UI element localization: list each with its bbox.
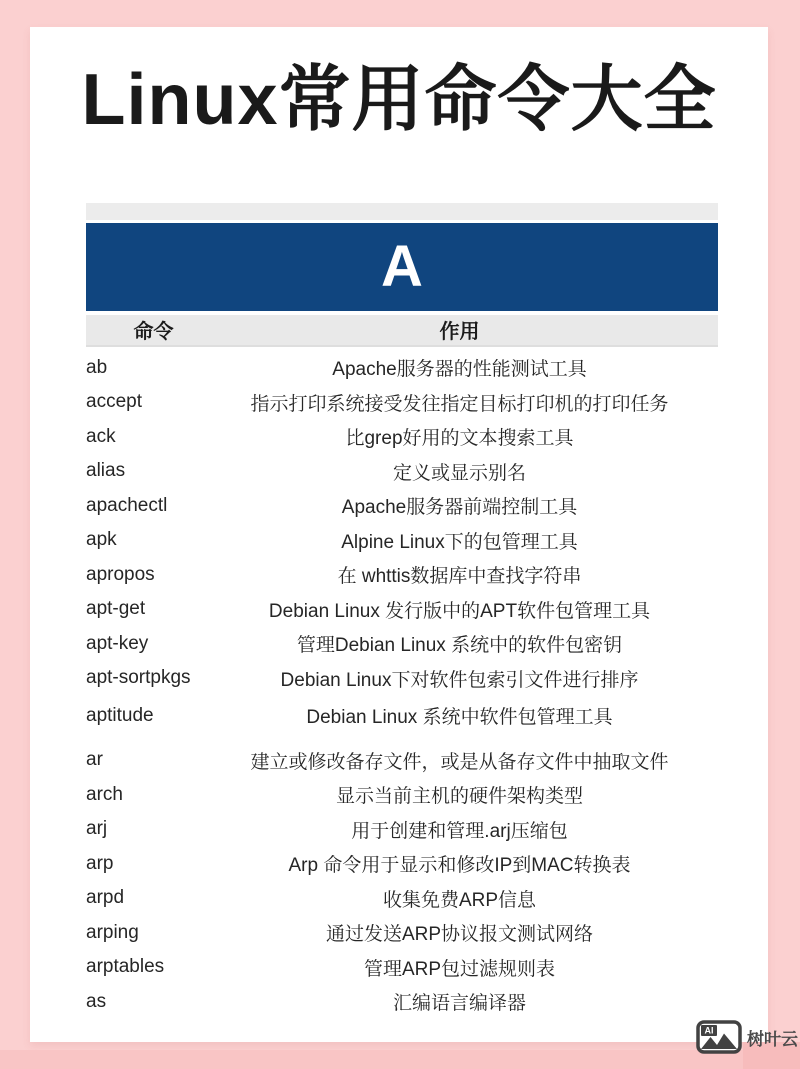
description-cell: Alpine Linux下的包管理工具 (341, 531, 578, 553)
table-body (86, 351, 718, 1020)
description-cell: 用于创建和管理.arj压缩包 (351, 820, 568, 842)
command-table (86, 203, 718, 1020)
command-cell: arptables (86, 956, 165, 978)
command-cell: apachectl (86, 494, 168, 516)
command-cell: arj (86, 818, 108, 840)
table-row (86, 489, 718, 524)
description-cell: 指示打印系统接受发往指定目标打印机的打印任务 (250, 393, 669, 415)
table-row (86, 454, 718, 489)
column-header-command: 命令 (133, 321, 174, 344)
command-cell: alias (86, 460, 126, 482)
section-letter: A (381, 233, 423, 299)
table-row (86, 558, 718, 593)
column-header-action: 作用 (439, 321, 480, 344)
command-cell: ar (86, 749, 103, 771)
brand-name: 树叶云 (747, 1029, 798, 1049)
brand-watermark (696, 1020, 798, 1054)
description-cell: 建立或修改备存文件，或是从备存文件中抽取文件 (250, 751, 669, 773)
command-cell: arpd (86, 887, 125, 909)
command-cell: apt-get (86, 598, 146, 620)
table-row (86, 985, 718, 1020)
command-cell: as (86, 990, 107, 1012)
table-row (86, 627, 718, 662)
description-cell: Arp 命令用于显示和修改IP到MAC转换表 (288, 855, 631, 877)
command-cell: ack (86, 425, 116, 447)
table-row (86, 743, 718, 778)
description-cell: Debian Linux 系统中软件包管理工具 (306, 707, 613, 729)
content-card (30, 27, 768, 1042)
section-letter-bar (86, 223, 718, 311)
table-header-row (86, 315, 718, 347)
table-row (86, 950, 718, 985)
description-cell: 比grep好用的文本搜索工具 (345, 428, 574, 450)
table-row (86, 916, 718, 951)
command-cell: arping (86, 921, 139, 943)
table-row (86, 592, 718, 627)
ai-icon-label: AI (704, 1025, 714, 1036)
command-cell: arp (86, 852, 114, 874)
table-row (86, 385, 718, 420)
table-row (86, 351, 718, 386)
description-cell: Apache服务器的性能测试工具 (332, 359, 587, 381)
table-row (86, 523, 718, 558)
description-cell: 通过发送ARP协议报文测试网络 (325, 924, 594, 946)
command-cell: apt-key (86, 632, 149, 654)
table-row (86, 778, 718, 813)
description-cell: 汇编语言编译器 (392, 993, 526, 1015)
command-cell: accept (86, 391, 142, 413)
description-cell: 收集免费ARP信息 (382, 889, 537, 911)
page-title: Linux常用命令大全 (81, 60, 717, 140)
table-top-strip (86, 203, 718, 220)
command-cell: apt-sortpkgs (86, 667, 191, 689)
table-row (86, 699, 718, 734)
description-cell: 在 whttis数据库中查找字符串 (337, 566, 582, 588)
ai-image-icon (696, 1020, 742, 1054)
bottom-border-strip (0, 1050, 800, 1069)
command-cell: ab (86, 356, 108, 378)
table-row (86, 847, 718, 882)
description-cell: Debian Linux 发行版中的APT软件包管理工具 (268, 600, 651, 622)
description-cell: 定义或显示别名 (392, 462, 526, 484)
table-row (86, 881, 718, 916)
table-row (86, 812, 718, 847)
table-row (86, 661, 718, 696)
description-cell: 显示当前主机的硬件架构类型 (335, 786, 583, 808)
command-cell: apk (86, 529, 117, 551)
description-cell: Apache服务器前端控制工具 (341, 497, 578, 519)
description-cell: 管理ARP包过滤规则表 (363, 958, 556, 980)
description-cell: 管理Debian Linux 系统中的软件包密钥 (296, 635, 623, 657)
table-row (86, 420, 718, 455)
description-cell: Debian Linux下对软件包索引文件进行排序 (280, 669, 639, 691)
command-cell: apropos (86, 563, 155, 585)
command-cell: aptitude (86, 704, 154, 726)
command-cell: arch (86, 783, 123, 805)
